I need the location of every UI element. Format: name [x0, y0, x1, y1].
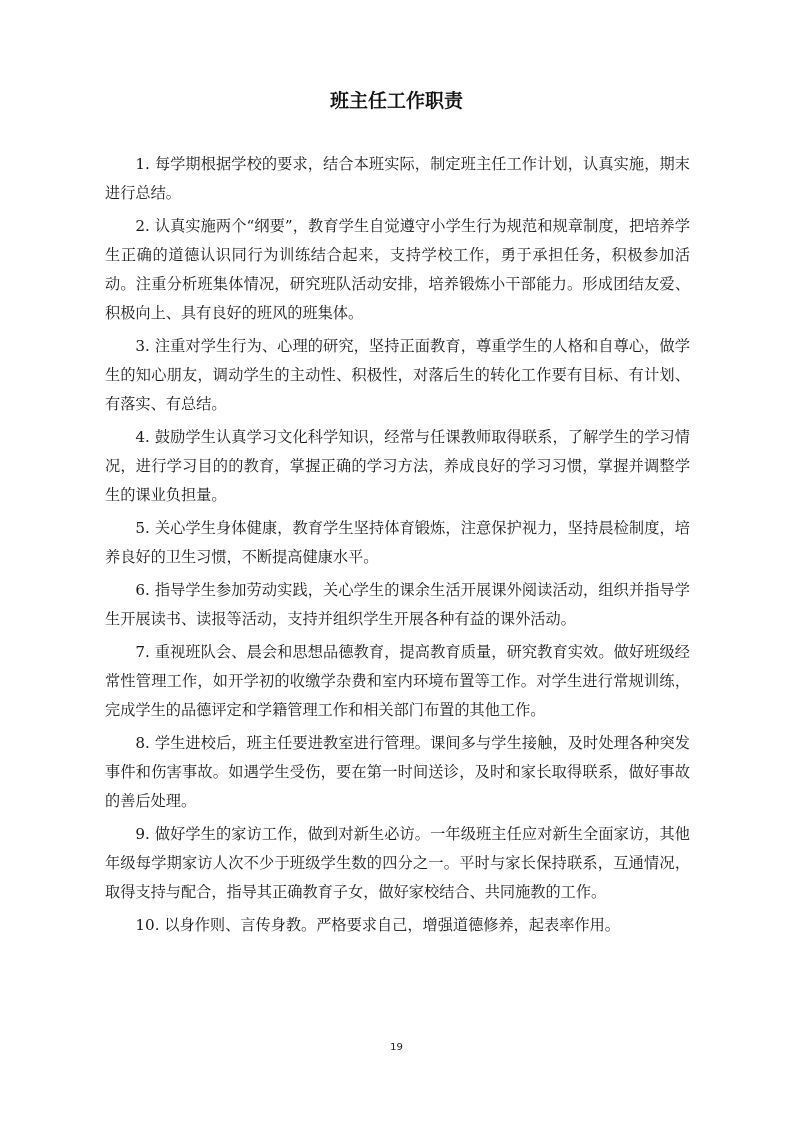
paragraph-2: 2. 认真实施两个“纲要”，教育学生自觉遵守小学生行为规范和规章制度，把培养学生正确的道德认识同行为训练结合起来，支持学校工作，勇于承担任务，积极参加活动。注重分析班集体情况，研究班队活动安排，培养锻炼小干部能力。形成团结友爱、积极向上、具有良好的班风的班集体。 — [105, 217, 690, 322]
paragraph-8: 8. 学生进校后，班主任要进教室进行管理。课间多与学生接触，及时处理各种突发事件和伤害事故。如遇学生受伤，要在第一时间送诊，及时和家长取得联系，做好事故的善后处理。 — [105, 734, 690, 810]
paragraph-4: 4. 鼓励学生认真学习文化科学知识，经常与任课教师取得联系，了解学生的学习情况，进行学习目的的教育，掌握正确的学习方法，养成良好的学习习惯，掌握并调整学生的课业负担量。 — [105, 428, 690, 504]
paragraph-9: 9. 做好学生的家访工作，做到对新生必访。一年级班主任应对新生全面家访，其他年级每学期家访人次不少于班级学生数的四分之一。平时与家长保持联系，互通情况，取得支持与配合，指导其正确教育子女，做好家校结合、共同施教的工作。 — [105, 825, 690, 901]
document-body — [105, 150, 690, 944]
paragraph-5: 5. 关心学生身体健康，教育学生坚持体育锻炼，注意保护视力，坚持晨检制度，培养良好的卫生习惯，不断提高健康水平。 — [105, 519, 690, 566]
paragraph-10: 10. 以身作则、言传身教。严格要求自己，增强道德修养，起表率作用。 — [135, 916, 620, 934]
page-title: 班主任工作职责 — [329, 90, 463, 112]
paragraph-1: 1. 每学期根据学校的要求，结合本班实际，制定班主任工作计划，认真实施，期末进行总结。 — [105, 155, 690, 202]
paragraph-3: 3. 注重对学生行为、心理的研究，坚持正面教育，尊重学生的人格和自尊心，做学生的知心朋友，调动学生的主动性、积极性，对落后生的转化工作要有目标、有计划、有落实、有总结。 — [105, 337, 690, 413]
paragraph-6: 6. 指导学生参加劳动实践，关心学生的课余生活开展课外阅读活动，组织并指导学生开展读书、读报等活动，支持并组织学生开展各种有益的课外活动。 — [105, 581, 690, 628]
paragraph-7: 7. 重视班队会、晨会和思想品德教育，提高教育质量，研究教育实效。做好班级经常性管理工作，如开学初的收缴学杂费和室内环境布置等工作。对学生进行常规训练，完成学生的品德评定和学籍管理工作和相关部门布置的其他工作。 — [105, 643, 690, 719]
page-number: 19 — [390, 1042, 403, 1053]
